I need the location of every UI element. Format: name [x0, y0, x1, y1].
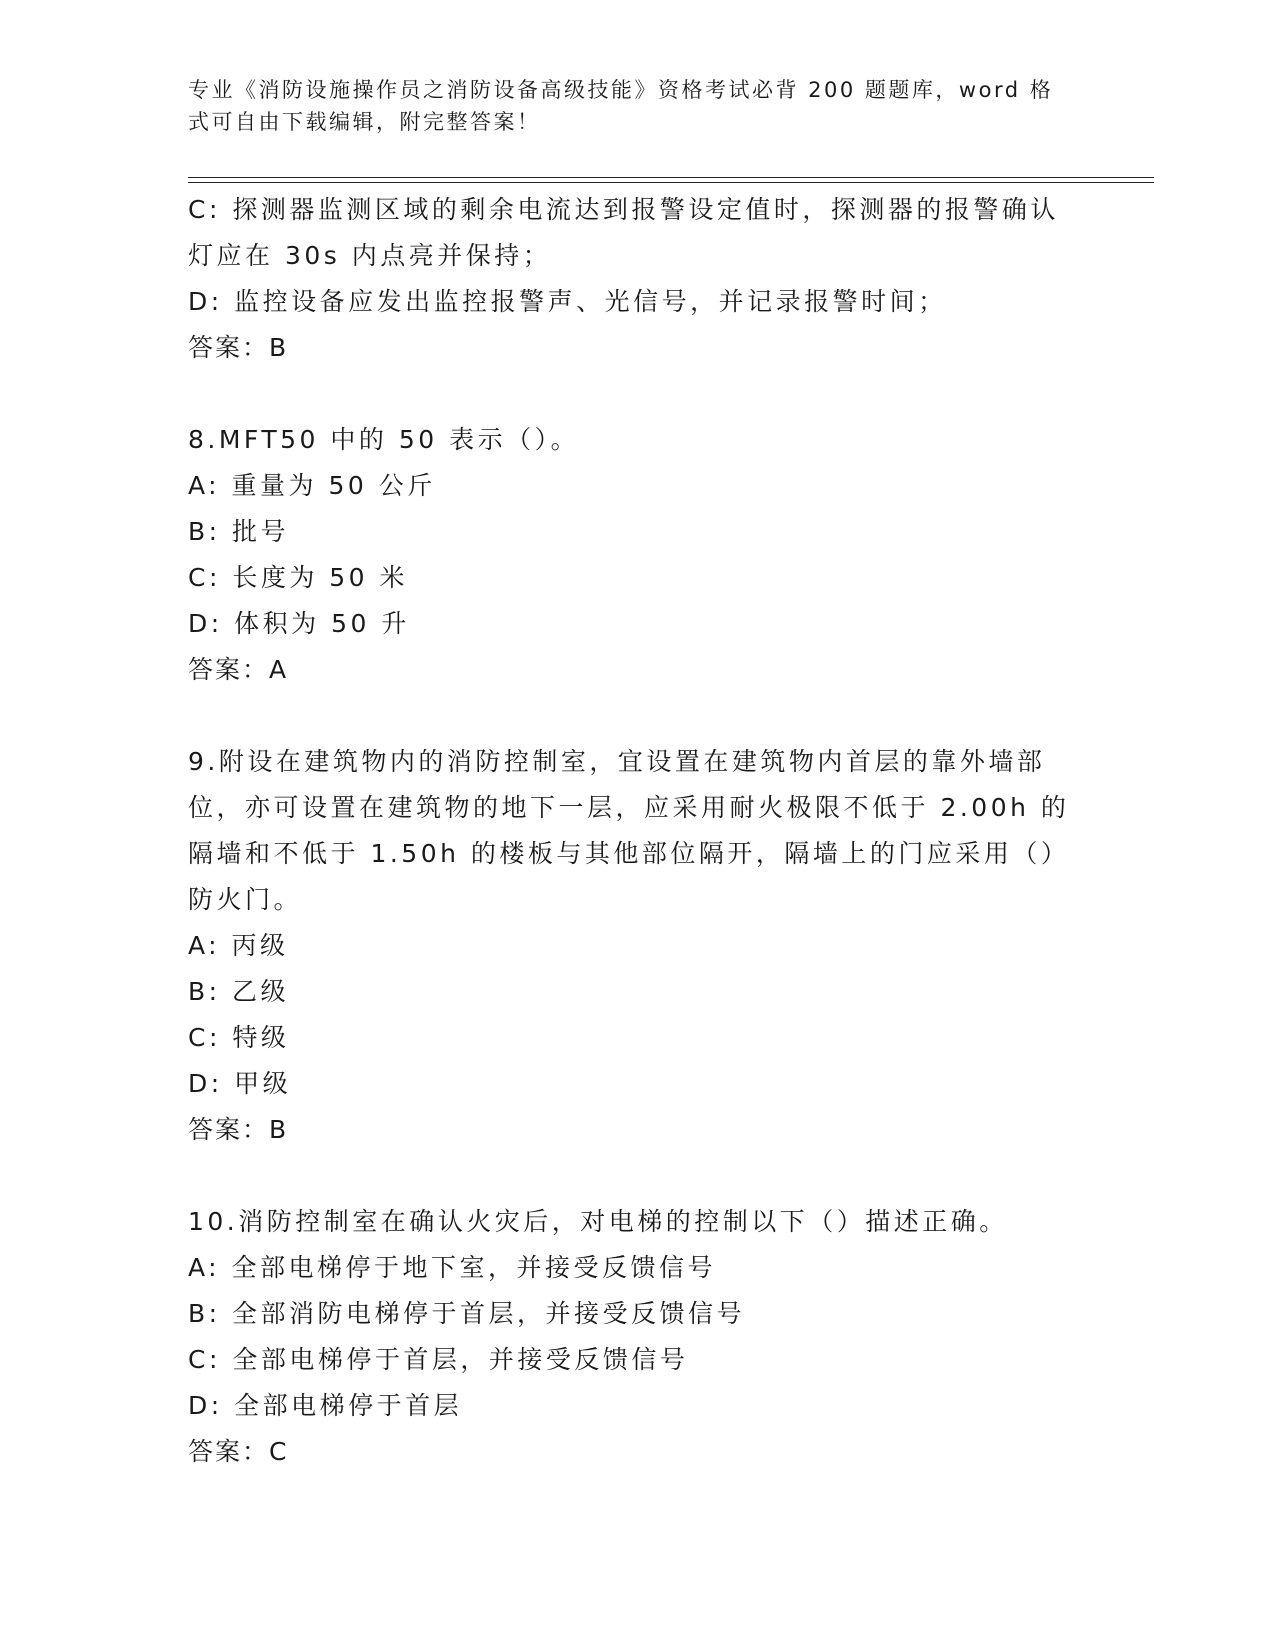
q9-stem-line-2: 位，亦可设置在建筑物的地下一层，应采用耐火极限不低于 2.00h 的: [188, 793, 1070, 822]
spacer: [188, 1153, 1088, 1199]
q7-option-c-line-1: C: 探测器监测区域的剩余电流达到报警设定值时，探测器的报警确认: [188, 195, 1059, 224]
q9-stem-line-4: 防火门。: [188, 885, 303, 914]
q7-option-c-line-2: 灯应在 30s 内点亮并保持；: [188, 241, 552, 270]
q9-stem-line-3: 隔墙和不低于 1.50h 的楼板与其他部位隔开，隔墙上的门应采用（）: [188, 839, 1070, 868]
document-header: [188, 74, 1088, 138]
question-7-continuation: [188, 187, 1088, 371]
question-content: [188, 187, 1088, 1475]
q10-option-d: D: 全部电梯停于首层: [188, 1391, 463, 1420]
spacer: [188, 693, 1088, 739]
header-divider-top: [188, 177, 1154, 178]
q9-stem-line-1: 9.附设在建筑物内的消防控制室，宜设置在建筑物内首层的靠外墙部: [188, 747, 1046, 776]
q7-option-d: D: 监控设备应发出监控报警声、光信号，并记录报警时间；: [188, 287, 947, 316]
q9-option-d: D: 甲级: [188, 1069, 292, 1098]
header-line-1: 专业《消防设施操作员之消防设备高级技能》资格考试必背 200 题题库，word 格: [188, 78, 1054, 102]
spacer: [188, 371, 1088, 417]
q10-option-a: A: 全部电梯停于地下室，并接受反馈信号: [188, 1253, 717, 1282]
header-divider-bottom: [188, 182, 1154, 183]
q10-answer: 答案：C: [188, 1437, 289, 1466]
q10-option-c: C: 全部电梯停于首层，并接受反馈信号: [188, 1345, 689, 1374]
q8-answer: 答案：A: [188, 655, 289, 684]
q8-option-c: C: 长度为 50 米: [188, 563, 409, 592]
q10-stem: 10.消防控制室在确认火灾后，对电梯的控制以下（）描述正确。: [188, 1207, 1008, 1236]
q8-stem: 8.MFT50 中的 50 表示（）。: [188, 425, 580, 454]
q9-stem: [188, 739, 1070, 923]
question-9: [188, 739, 1088, 1153]
q9-option-a: A: 丙级: [188, 931, 289, 960]
q8-option-d: D: 体积为 50 升: [188, 609, 410, 638]
question-10: [188, 1199, 1088, 1475]
q7-answer: 答案：B: [188, 333, 289, 362]
question-8: [188, 417, 1088, 693]
q8-option-a: A: 重量为 50 公斤: [188, 471, 436, 500]
header-line-2: 式可自由下载编辑，附完整答案！: [188, 110, 541, 134]
q10-option-b: B: 全部消防电梯停于首层，并接受反馈信号: [188, 1299, 746, 1328]
q9-option-b: B: 乙级: [188, 977, 290, 1006]
q9-answer: 答案：B: [188, 1115, 289, 1144]
q8-option-b: B: 批号: [188, 517, 290, 546]
q9-option-c: C: 特级: [188, 1023, 290, 1052]
